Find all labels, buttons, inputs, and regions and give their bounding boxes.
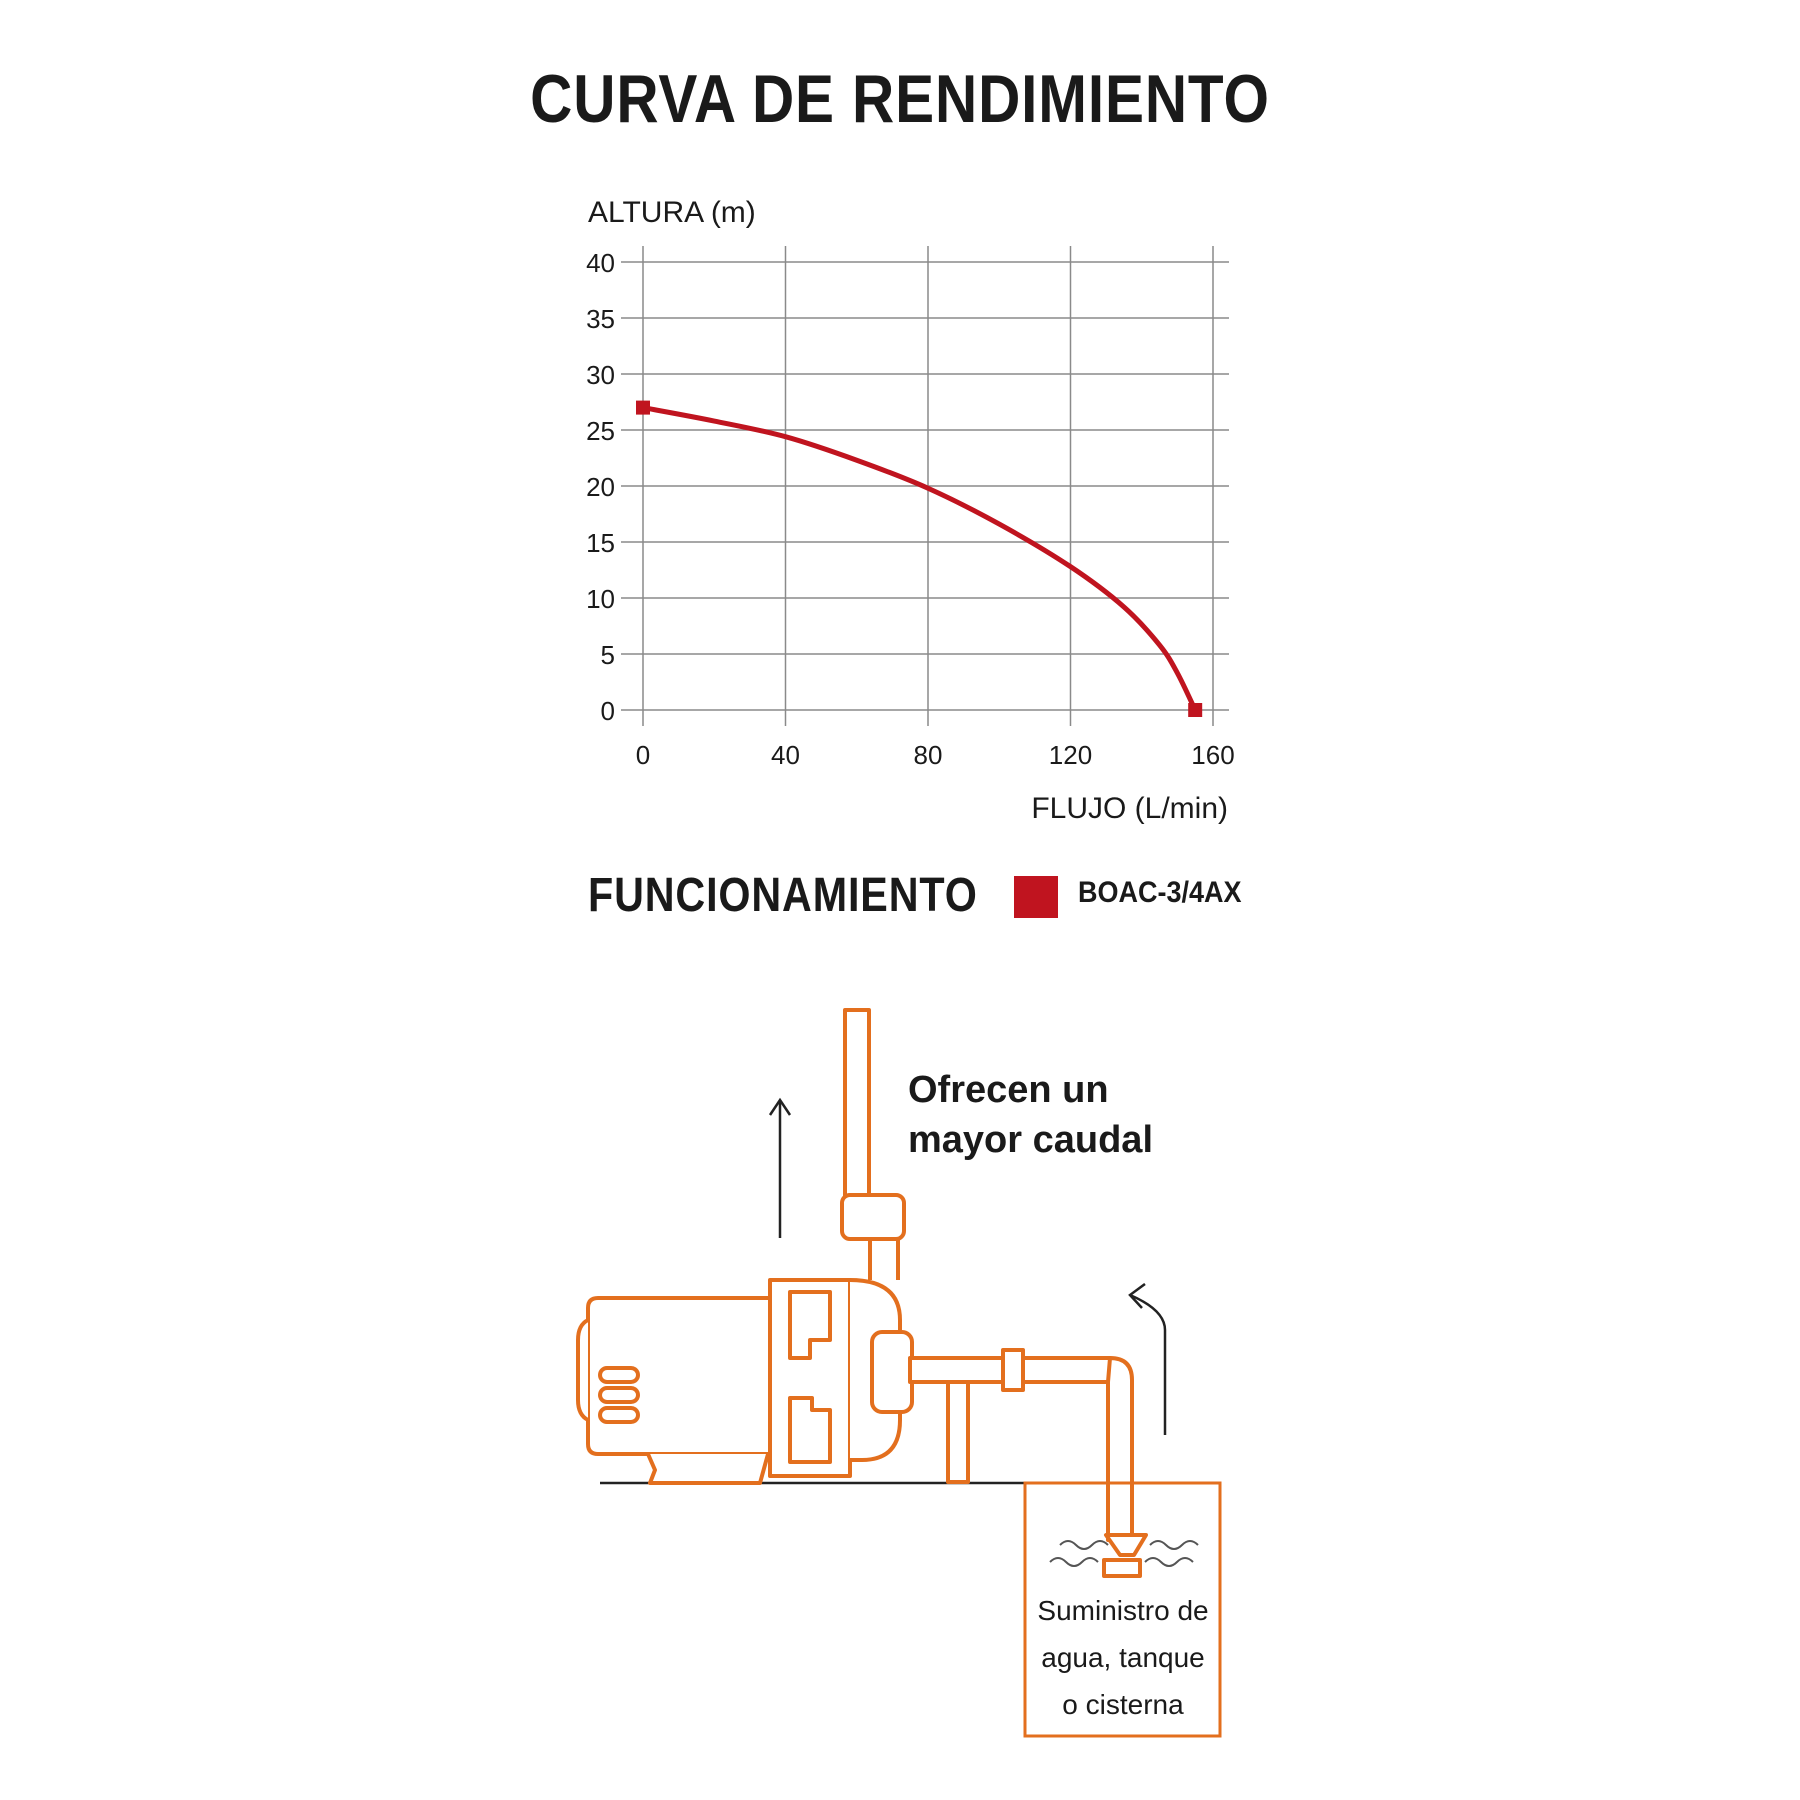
x-axis-label: FLUJO (L/min) [1031, 792, 1228, 825]
x-tick-label: 160 [1191, 740, 1235, 770]
data-point-end [1188, 703, 1202, 717]
series-line-boac [643, 408, 1195, 710]
caption-line2: mayor caudal [908, 1119, 1153, 1161]
y-tick-label: 40 [586, 248, 615, 278]
legend-swatch [1014, 876, 1058, 918]
pump-diagram [0, 980, 1800, 1780]
y-tick-label: 15 [586, 528, 615, 558]
arrow-up-icon [770, 1100, 790, 1238]
section-title: FUNCIONAMIENTO [588, 869, 978, 922]
tank-label-line3: o cisterna [1062, 1689, 1184, 1720]
tank-label-line2: agua, tanque [1041, 1642, 1205, 1673]
x-tick-label: 0 [635, 740, 651, 770]
y-tick-label: 10 [586, 584, 615, 614]
curved-arrow-icon [1130, 1284, 1165, 1435]
legend-label: BOAC-3/4AX [1078, 876, 1242, 909]
chart-ticks [586, 248, 1235, 770]
y-tick-label: 35 [586, 304, 615, 334]
caption-line1: Ofrecen un [908, 1069, 1109, 1111]
y-tick-label: 0 [600, 696, 615, 726]
y-tick-label: 30 [586, 360, 615, 390]
y-axis-label: ALTURA (m) [588, 196, 756, 229]
data-point-start [636, 401, 650, 415]
performance-chart [0, 0, 1800, 850]
page-title: CURVA DE RENDIMIENTO [530, 61, 1270, 137]
tank-label-line1: Suministro de [1037, 1595, 1209, 1626]
y-tick-label: 5 [600, 640, 615, 670]
x-tick-label: 80 [913, 740, 943, 770]
y-tick-label: 20 [586, 472, 615, 502]
x-tick-label: 40 [771, 740, 800, 770]
y-tick-label: 25 [586, 416, 615, 446]
x-tick-label: 120 [1048, 740, 1093, 770]
